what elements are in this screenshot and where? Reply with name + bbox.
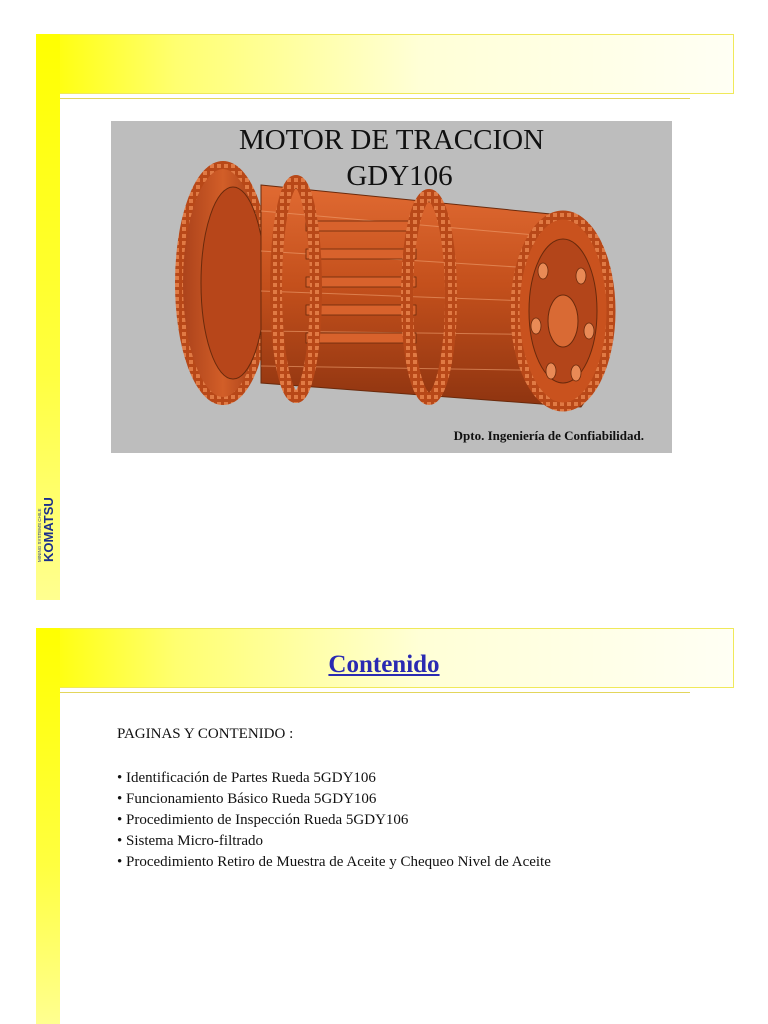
slide-contents <box>0 600 768 1024</box>
logo-mark <box>36 474 58 564</box>
yellow-left-bar <box>36 628 60 1024</box>
motor-image <box>111 121 672 453</box>
list-item: • Sistema Micro-filtrado <box>117 833 264 849</box>
motor-title-line1: MOTOR DE TRACCION <box>238 124 545 156</box>
logo-subtext: MINING SYSTEMS CHILE <box>37 508 42 562</box>
department-caption: Dpto. Ingeniería de Confiabilidad. <box>453 428 644 443</box>
komatsu-logo <box>36 474 58 564</box>
contents-heading: Contenido <box>328 651 440 678</box>
logo-text: KOMATSU <box>41 497 56 562</box>
list-item: • Procedimiento Retiro de Muestra de Aceite y Chequeo Nivel de Aceite <box>117 854 551 870</box>
motor-title-line2: GDY106 <box>346 160 453 192</box>
list-item: • Procedimiento de Inspección Rueda 5GDY106 <box>117 812 409 828</box>
contents-intro: PAGINAS Y CONTENIDO : <box>117 726 294 742</box>
header-divider <box>60 98 690 99</box>
yellow-header-band <box>36 34 734 94</box>
list-item: • Funcionamiento Básico Rueda 5GDY106 <box>117 791 377 807</box>
header-divider <box>60 692 690 693</box>
list-item: • Identificación de Partes Rueda 5GDY106 <box>117 770 376 786</box>
contents-list <box>117 768 551 873</box>
